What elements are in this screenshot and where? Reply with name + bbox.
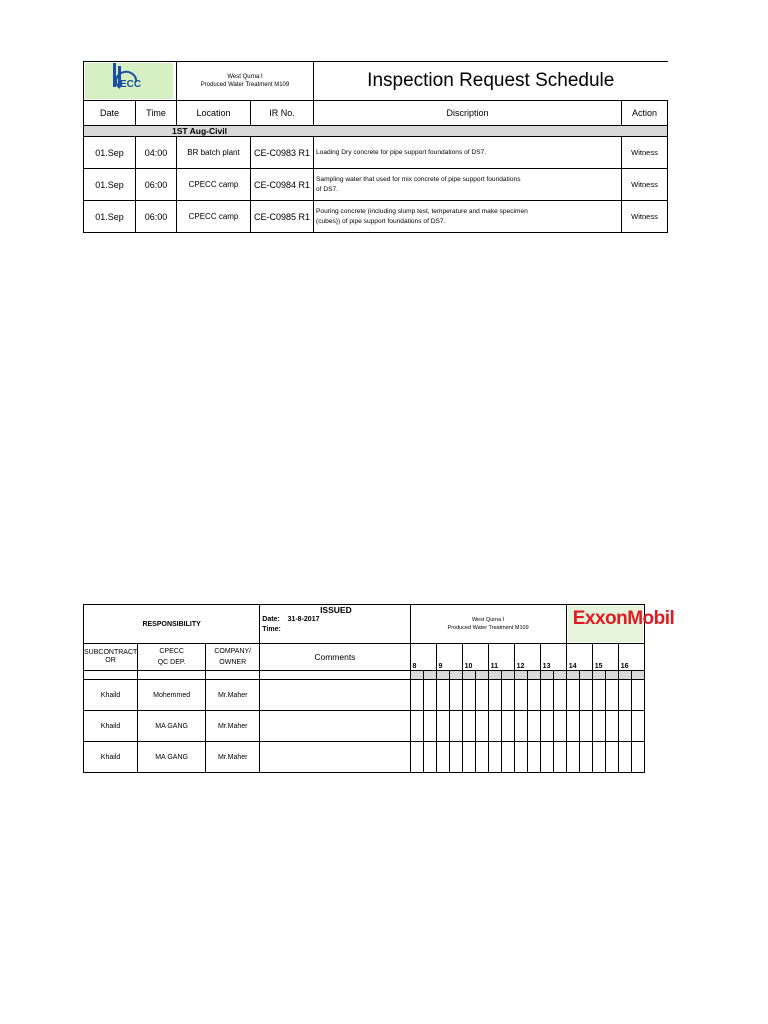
responsibility-header: RESPONSIBILITY bbox=[84, 605, 260, 644]
number-15: 15 bbox=[592, 644, 618, 671]
number-11: 11 bbox=[488, 644, 514, 671]
document-title: Inspection Request Schedule bbox=[314, 62, 668, 101]
column-header-action: Action bbox=[622, 101, 668, 126]
number-10: 10 bbox=[462, 644, 488, 671]
section-label: 1ST Aug-Civil bbox=[84, 126, 668, 137]
number-9: 9 bbox=[436, 644, 462, 671]
comment-cell[interactable] bbox=[260, 711, 410, 742]
comments-header: Comments bbox=[260, 644, 410, 671]
cpecc-header: CPECC QC DEP. bbox=[138, 644, 206, 671]
table-row: 01.Sep 04:00 BR batch plant CE-C0983 R1 Loading Dry concrete for pipe support foundations of DS7. Witness bbox=[84, 137, 668, 169]
table-row: 01.Sep 06:00 CPECC camp CE-C0984 R1 Sampling water that used for mix concrete of pipe support foundations of DS7. Witness bbox=[84, 169, 668, 201]
exxonmobil-logo: ExxonMobil bbox=[566, 605, 644, 644]
number-8: 8 bbox=[410, 644, 436, 671]
project-name-bottom: West Qurna I Produced Water Treatment M109 bbox=[410, 605, 566, 644]
cpecc-logo-icon bbox=[106, 62, 146, 98]
table-row: 01.Sep 06:00 CPECC camp CE-C0985 R1 Pouring concrete (including slump test, temperature and make specimen (cubes)) of pipe support foundations of DS7. Witness bbox=[84, 201, 668, 233]
column-header-date: Date bbox=[84, 101, 136, 126]
number-14: 14 bbox=[566, 644, 592, 671]
column-header-description: Discription bbox=[314, 101, 622, 126]
signoff-table bbox=[83, 604, 675, 773]
comment-cell[interactable] bbox=[260, 680, 410, 711]
column-header-location: Location bbox=[177, 101, 251, 126]
column-header-ir-no: IR No. bbox=[251, 101, 314, 126]
table-row: Khaild Mohemmed Mr.Maher bbox=[84, 680, 645, 711]
project-name: West Qurna I Produced Water Treatment M109 bbox=[177, 62, 314, 101]
inspection-schedule-table bbox=[83, 61, 668, 233]
issued-block: ISSUED Date: 31-8-2017 Time: bbox=[260, 605, 410, 644]
subcontractor-header: SUBCONTRACT OR bbox=[84, 644, 138, 671]
owner-header: COMPANY/ OWNER bbox=[206, 644, 260, 671]
number-12: 12 bbox=[514, 644, 540, 671]
svg-text:ECC: ECC bbox=[120, 79, 142, 90]
number-16: 16 bbox=[618, 644, 644, 671]
table-row: Khaild MA GANG Mr.Maher bbox=[84, 711, 645, 742]
column-header-time: Time bbox=[136, 101, 177, 126]
table-row: Khaild MA GANG Mr.Maher bbox=[84, 742, 645, 773]
company-logo bbox=[84, 62, 177, 101]
number-13: 13 bbox=[540, 644, 566, 671]
comment-cell[interactable] bbox=[260, 742, 410, 773]
